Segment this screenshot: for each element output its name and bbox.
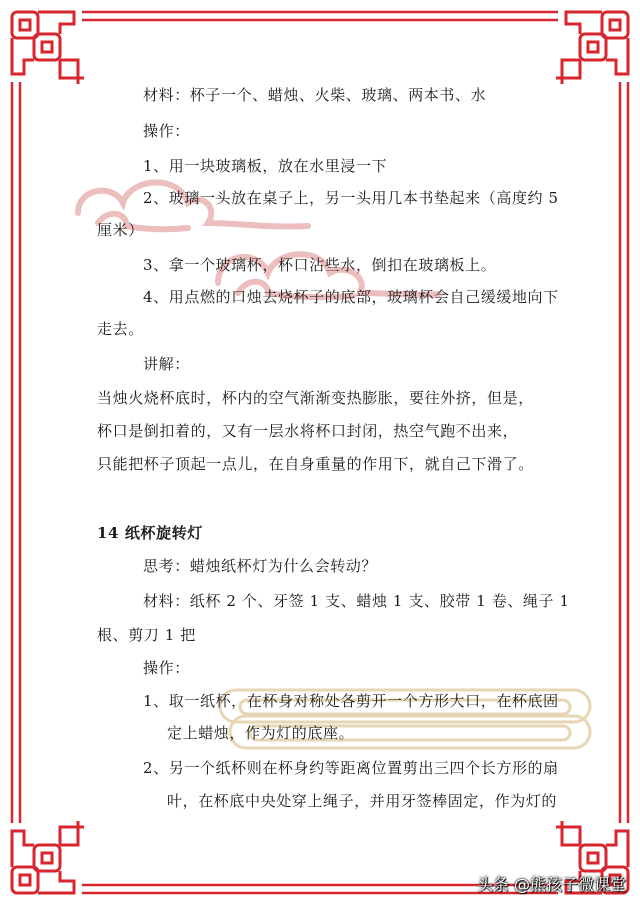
- materials-line-2-cont: 根、剪刀 1 把: [97, 626, 196, 644]
- step-4-cont: 走去。: [97, 320, 144, 338]
- steps-heading-2: 操作：: [143, 659, 190, 677]
- step-2-cont: 厘米）: [97, 221, 144, 239]
- step-2-2-cont: 叶，在杯底中央处穿上绳子，并用牙签棒固定，作为灯的: [167, 792, 558, 810]
- explanation-line-1: 当烛火烧杯底时，杯内的空气渐渐变热膨胀，要往外挤，但是，: [97, 389, 534, 407]
- watermark: 头条 @熊孩子微课堂: [476, 875, 626, 894]
- explanation-line-3: 只能把杯子顶起一点儿，在自身重量的作用下，就自己下滑了。: [97, 455, 534, 473]
- step-1: 1、用一块玻璃板，放在水里浸一下: [143, 157, 388, 175]
- think-line: 思考：蜡烛纸杯灯为什么会转动？: [143, 557, 378, 575]
- steps-heading: 操作：: [143, 122, 190, 140]
- step-2-1-cont: 定上蜡烛，作为灯的底座。: [167, 724, 355, 742]
- step-4: 4、用点燃的口烛去烧杯子的底部，玻璃杯会自己缓缓地向下: [143, 288, 559, 306]
- materials-line: 材料：杯子一个、蜡烛、火柴、玻璃、两本书、水: [143, 86, 487, 104]
- explanation-heading: 讲解：: [143, 355, 190, 373]
- section-title: 14 纸杯旋转灯: [97, 524, 203, 542]
- step-2-1: 1、取一纸杯，在杯身对称处各剪开一个方形大口，在杯底固: [143, 692, 559, 710]
- explanation-line-2: 杯口是倒扣着的，又有一层水将杯口封闭，热空气跑不出来，: [97, 422, 519, 440]
- step-3: 3、拿一个玻璃杯，杯口沾些水，倒扣在玻璃板上。: [143, 256, 497, 274]
- step-2-2: 2、另一个纸杯则在杯身约等距离位置剪出三四个长方形的扇: [143, 759, 559, 777]
- materials-line-2: 材料：纸杯 2 个、牙签 1 支、蜡烛 1 支、胶带 1 卷、绳子 1: [143, 592, 570, 610]
- step-2: 2、玻璃一头放在桌子上，另一头用几本书垫起来（高度约 5: [143, 189, 559, 207]
